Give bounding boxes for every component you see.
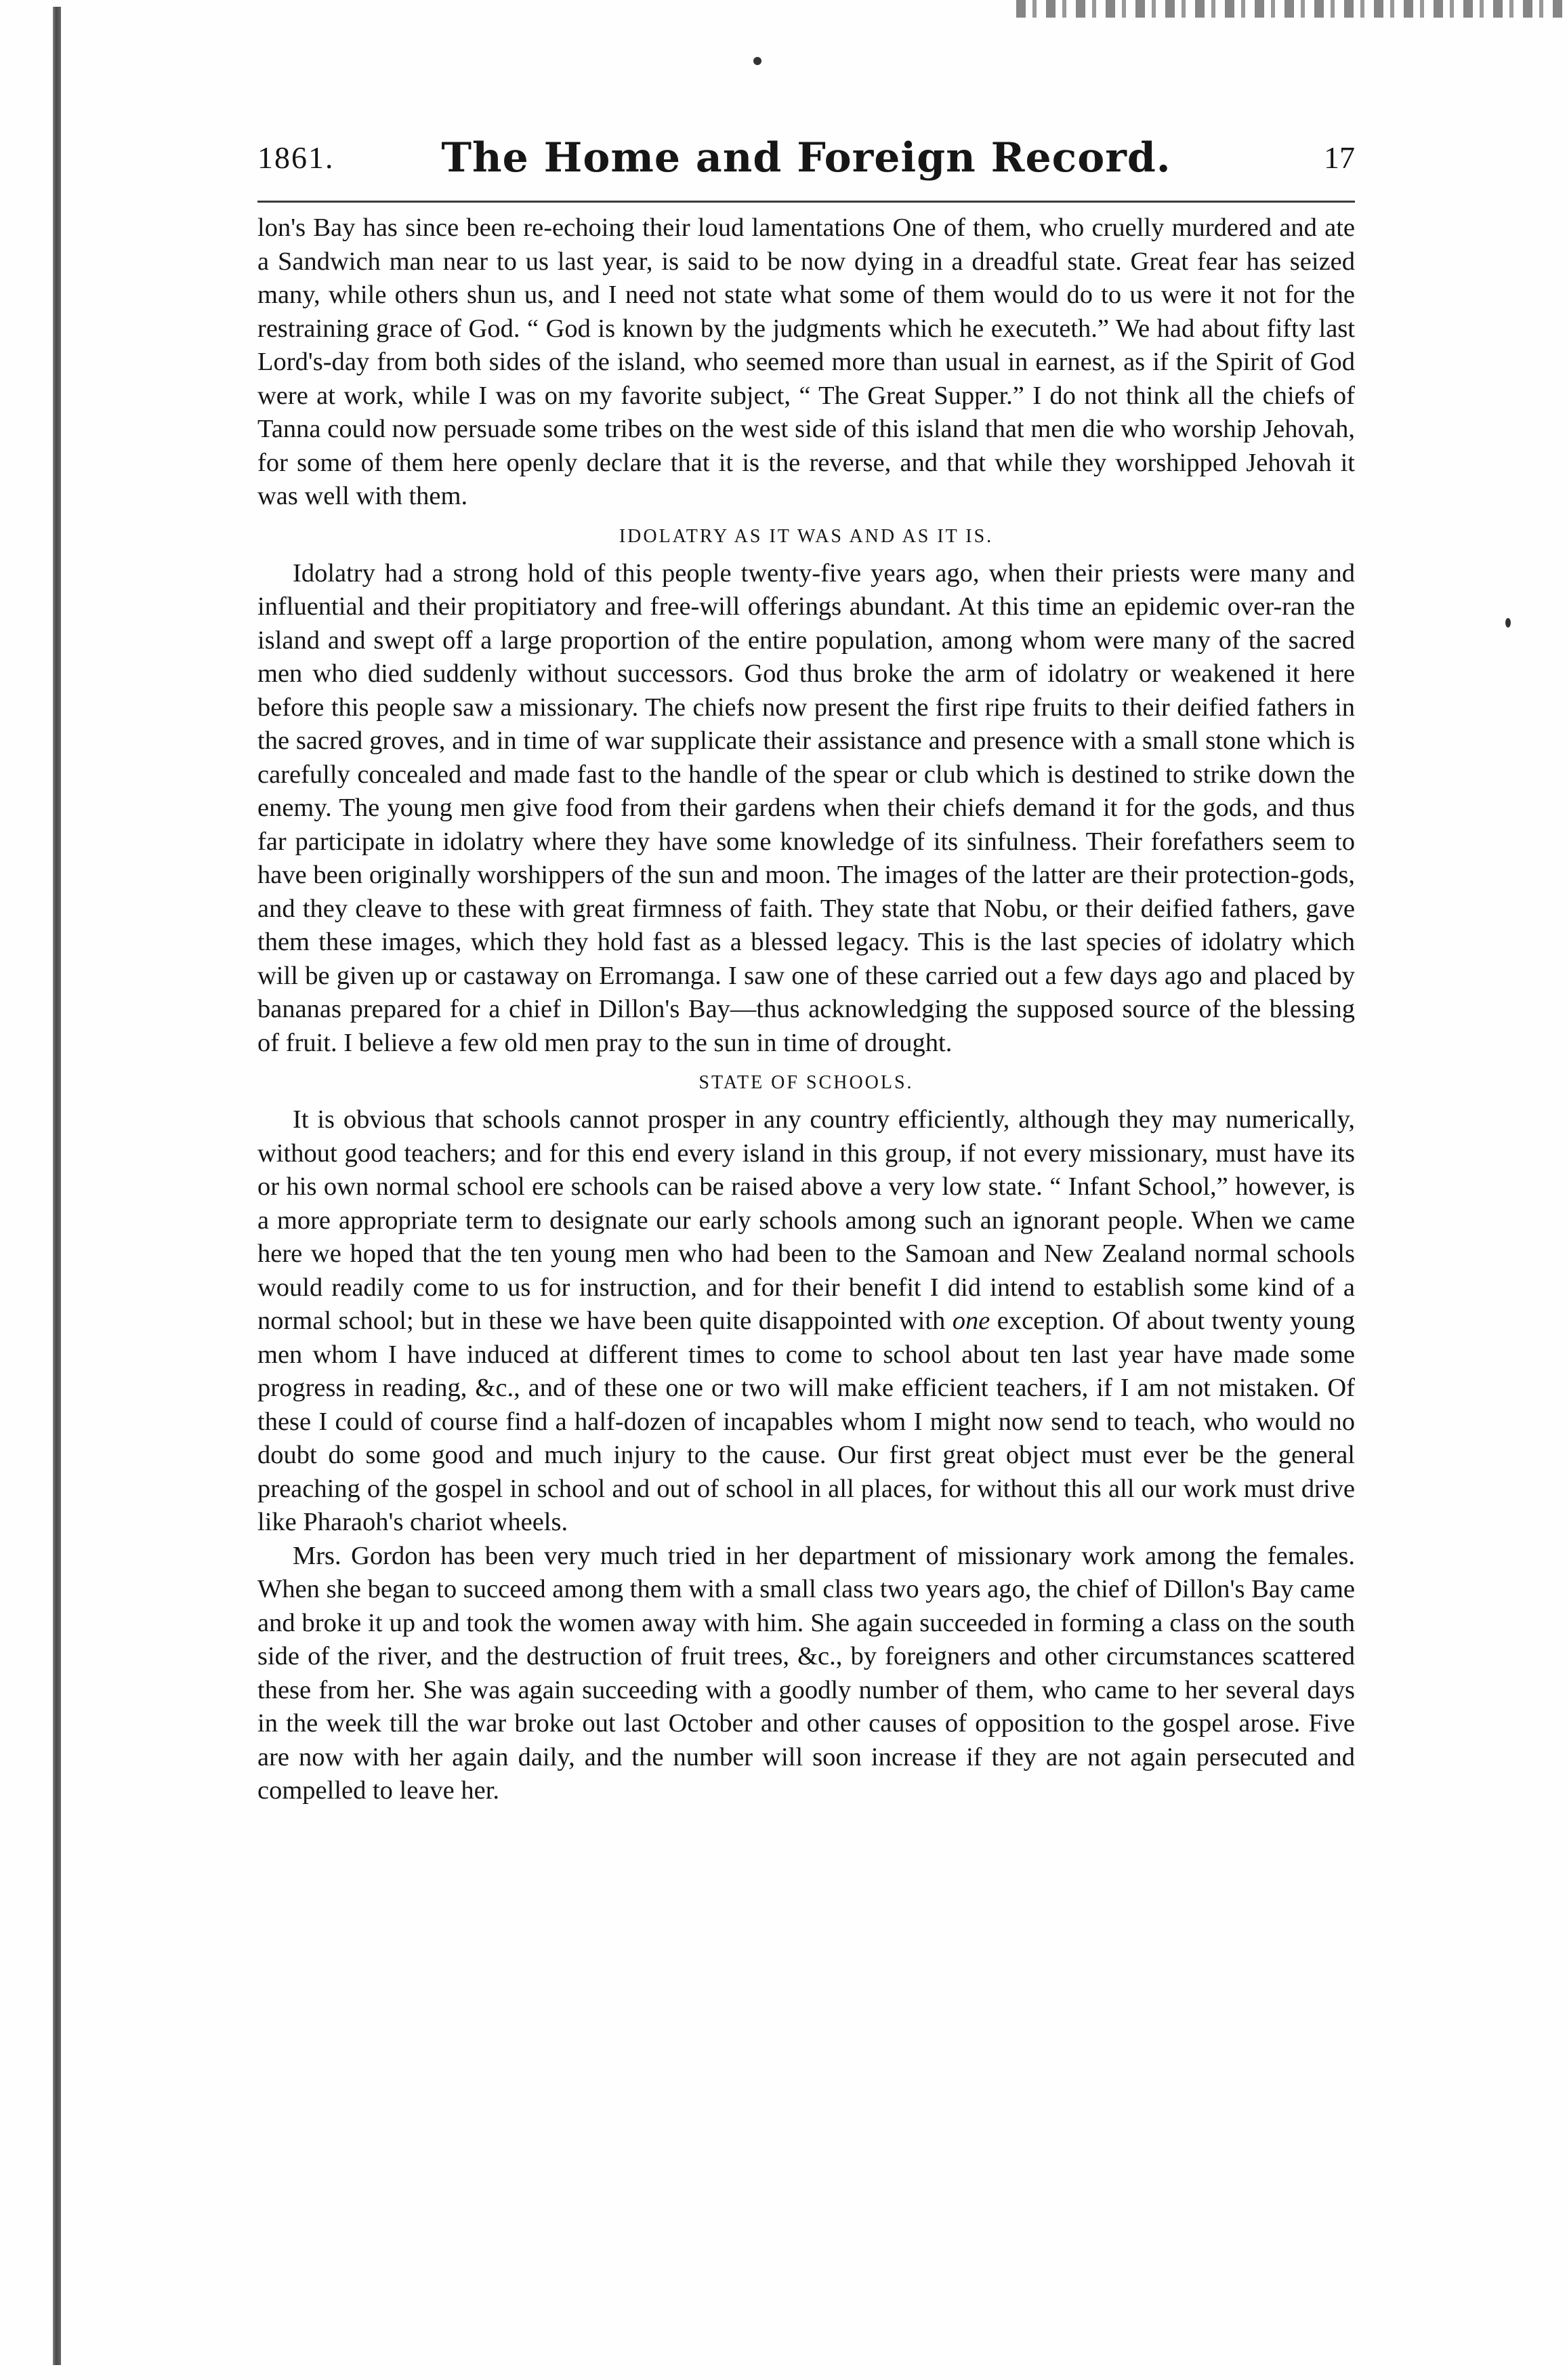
paragraph-schools-part1: It is obvious that schools cannot prosper in any country efficiently, although they may numerically, without good teachers; and for this end every island in this group, if not every missionary, must have its or his own normal school ere schools can be raised above a very low state. “ Infant School,” however, is a more appropriate term to designate our early schools among such an ignorant people. When we came here we hoped that the ten young men who had been to the Samoan and New Zealand normal schools would readily come to us for instruction, and for their benefit I did intend to establish some kind of a normal school; but in these we have been quite disappointed with bbox=[257, 1105, 1355, 1335]
paragraph-schools-part2: exception. Of about twenty young men whom I have induced at different times to come to school about ten last year have made some progress in reading, &c., and of these one or two will make efficient teachers, if I am not mistaken. Of these I could of course find a half-dozen of incapables whom I might now send to teach, who would no doubt do some good and much injury to the cause. Our first great object must ever be the general preaching of the gospel in school and out of school in all places, for without this all our work must drive like Pharaoh's chariot wheels. bbox=[257, 1307, 1356, 1536]
header-year: 1861. bbox=[257, 140, 335, 175]
scan-top-noise bbox=[1016, 0, 1567, 18]
page-number: 17 bbox=[1324, 140, 1355, 175]
running-header bbox=[257, 133, 1355, 194]
header-title: The Home and Foreign Record. bbox=[441, 134, 1171, 182]
header-rule bbox=[257, 201, 1355, 203]
paragraph-schools-emphasis: one bbox=[952, 1307, 990, 1335]
paragraph-idolatry: Idolatry had a strong hold of this people twenty-five years ago, when their priests were many and influential and their propitiatory and free-will offerings abundant. At this time an epidemic over-ran the island and swept off a large proportion of the entire population, among whom were many of the sacred men who died suddenly without successors. God thus broke the arm of idolatry or weakened it here before this people saw a missionary. The chiefs now present the first ripe fruits to their deified fathers in the sacred groves, and in time of war supplicate their assistance and presence with a small stone which is carefully concealed and made fast to the handle of the spear or club which is destined to strike down the enemy. The young men give food from their gardens when their chiefs demand it for the gods, and thus far participate in idolatry where they have some knowledge of its sinfulness. Their forefathers seem to have been originally worshippers of the sun and moon. The images of the latter are their protection-gods, and they cleave to these with great firmness of faith. They state that Nobu, or their deified fathers, gave them these images, which they hold fast as a blessed legacy. This is the last species of idolatry which will be given up or castaway on Erromanga. I saw one of these carried out a few days ago and placed by bananas prepared for a chief in Dillon's Bay—thus acknowledging the supposed source of the blessing of fruit. I believe a few old men pray to the sun in time of drought. bbox=[257, 558, 1355, 1057]
section-heading-idolatry: IDOLATRY AS IT WAS AND AS IT IS. bbox=[619, 525, 994, 547]
paragraph-continued: lon's Bay has since been re-echoing their loud lamentations One of them, who cruelly murdered and ate a Sandwich man near to us last year, is said to be now dying in a dreadful state. Great fear has seized many, while others shun us, and I need not state what some of them would do to us were it not for the restraining grace of God. “ God is known by the judgments which he executeth.” We had about fifty last Lord's-day from both sides of the island, who seemed more than usual in earnest, as if the Spirit of God were at work, while I was on my favorite subject, “ The Great Supper.” I do not think all the chiefs of Tanna could now persuade some tribes on the west side of this island that men die who worship Jehovah, for some of them here openly declare that it is the reverse, and that while they worshipped Jehovah it was well with them. bbox=[257, 213, 1355, 510]
article-body bbox=[257, 211, 1355, 1808]
paragraph-schools bbox=[257, 1103, 1355, 1540]
scan-edge-shadow bbox=[53, 7, 61, 2365]
scan-speck bbox=[753, 57, 761, 65]
section-heading-schools: STATE OF SCHOOLS. bbox=[698, 1072, 914, 1093]
paragraph-mrs-gordon: Mrs. Gordon has been very much tried in her department of missionary work among the females. When she began to succeed among them with a small class two years ago, the chief of Dillon's Bay came and broke it up and took the women away with him. She again succeeded in forming a class on the south side of the river, and the destruction of fruit trees, &c., by foreigners and other circumstances scattered these from her. She was again succeeding with a goodly number of them, who came to her several days in the week till the war broke out last October and other causes of opposition to the gospel arose. Five are now with her again daily, and the number will soon increase if they are not again persecuted and compelled to leave her. bbox=[257, 1541, 1355, 1805]
scan-speck bbox=[1505, 618, 1511, 628]
